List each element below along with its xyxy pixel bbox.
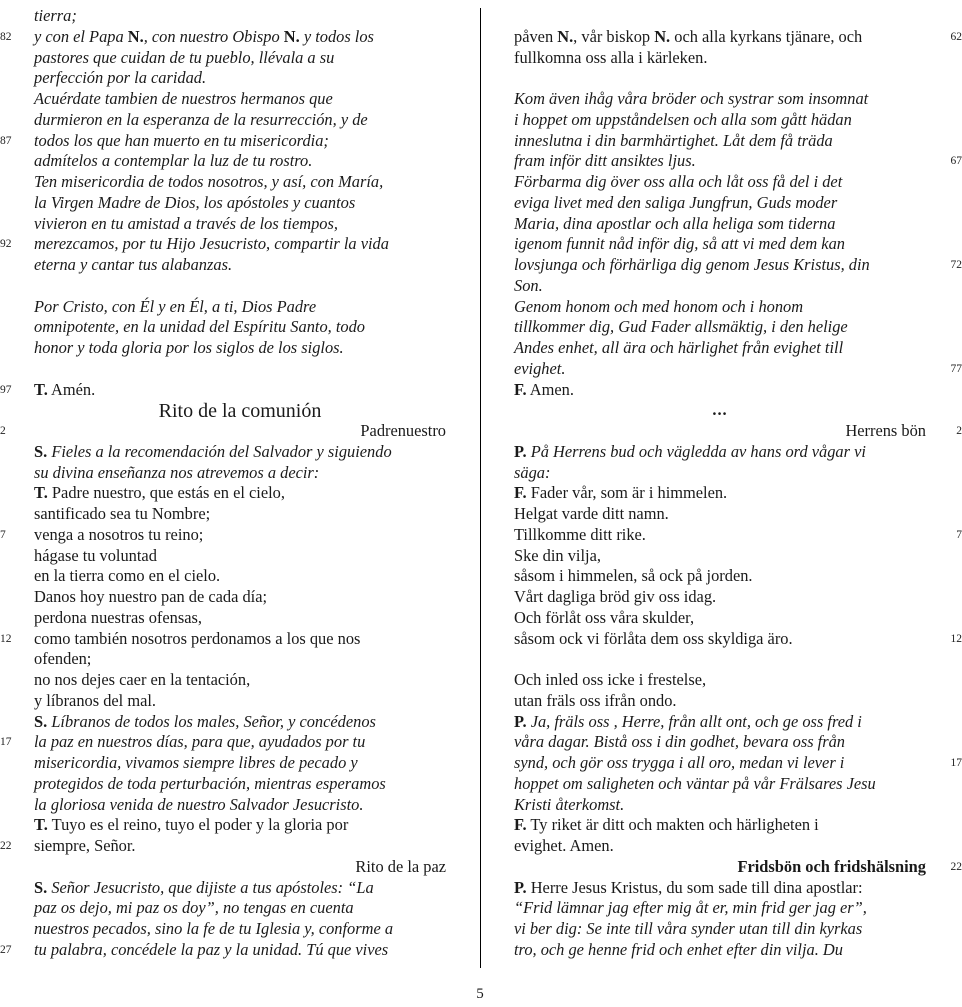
text-run: Son. (514, 275, 543, 295)
text-line (34, 48, 446, 69)
text-run: i hoppet om uppståndelsen och alla som gått hädan (514, 109, 852, 129)
text-run: venga a nosotros tu reino; (34, 524, 204, 544)
text-run: Kom även ihåg våra bröder och systrar som insomnat (514, 89, 869, 108)
text-line (514, 940, 926, 961)
text-line (34, 338, 446, 359)
text-run: misericordia, vivamos siempre libres de pecado y (34, 753, 358, 772)
text-run: , vår biskop (573, 26, 655, 46)
text-run: eterna y cantar tus alabanzas. (34, 255, 233, 274)
text-line (514, 234, 926, 255)
text-run: Ty riket är ditt och makten och härligheten i (526, 815, 819, 835)
text-run: Maria, dina apostlar och alla heliga som tiderna (514, 213, 836, 233)
swedish-column (514, 6, 962, 961)
speaker-marker: P. (514, 877, 527, 897)
line-number: 27 (0, 943, 12, 956)
line-number: 12 (950, 632, 962, 645)
text-line (514, 26, 962, 48)
text-line (514, 732, 926, 753)
text-run: lovsjunga och förhärliga dig genom Jesus Kristus, din (514, 255, 870, 274)
text-run: Fridsbön och fridshälsning (737, 856, 926, 876)
text-line (34, 878, 446, 899)
line-number: 97 (0, 383, 12, 396)
text-line (34, 193, 446, 214)
text-line (34, 442, 446, 463)
text-line (0, 26, 446, 48)
text-run: På Herrens bud och vägledda av hans ord vågar vi (526, 441, 866, 461)
subsection-heading (514, 856, 962, 878)
text-run: la Virgen Madre de Dios, los apóstoles y cuantos (34, 192, 356, 212)
blank-line (514, 649, 926, 670)
text-run: synd, och gör oss trygga i all oro, medan vi lever i (514, 753, 845, 772)
text-line (34, 608, 446, 629)
section-heading (34, 400, 446, 421)
text-run: pastores que cuidan de tu pueblo, llévala a su (34, 47, 335, 67)
text-line (514, 358, 962, 380)
text-run: Padre nuestro, que estás en el cielo, (47, 483, 285, 503)
line-number: 92 (0, 238, 12, 251)
text-line (514, 836, 926, 857)
text-run: “Frid lämnar jag efter mig åt er, min frid ger jag er”, (514, 898, 867, 918)
text-line (514, 774, 926, 795)
text-run: Och inled oss icke i frestelse, (514, 670, 707, 689)
text-line (34, 753, 446, 774)
text-line (514, 483, 926, 504)
text-run: Acuérdate tambien de nuestros hermanos que (34, 89, 333, 108)
speaker-marker: N. (283, 26, 300, 46)
text-line (34, 670, 446, 691)
speaker-marker: F. (514, 815, 527, 835)
text-run: no nos dejes caer en la tentación, (34, 670, 251, 689)
line-number: 22 (0, 840, 12, 852)
text-line (514, 89, 926, 110)
text-run: Ske din vilja, (514, 545, 601, 565)
text-run: eviga livet med den saliga Jungfrun, Guds moder (514, 192, 838, 212)
text-run: Genom honom och med honom och i honom (514, 296, 804, 316)
text-line (514, 172, 926, 193)
text-run: hoppet om saligheten och väntar på vår Frälsares Jesu (514, 773, 876, 793)
text-run: en la tierra como en el cielo. (34, 566, 221, 586)
line-number: 2 (956, 425, 962, 437)
text-run: Fader vår, som är i himmelen. (526, 483, 728, 503)
text-run: Líbranos de todos los males, Señor, y concédenos (47, 711, 376, 731)
text-line (514, 214, 926, 235)
text-line (514, 193, 926, 214)
speaker-marker: T. (34, 483, 48, 503)
text-line (34, 649, 446, 670)
subsection-heading (514, 421, 962, 442)
text-line (34, 546, 446, 567)
text-run: tro, och ge henne frid och enhet efter din vilja. Du (514, 939, 843, 959)
speaker-marker: T. (34, 379, 48, 399)
text-run: protegidos de toda perturbación, mientras esperamos (34, 773, 386, 793)
text-run: tu palabra, concédele la paz y la unidad. Tú que vives (34, 939, 389, 959)
text-run: honor y toda gloria por los siglos de los siglos. (34, 338, 344, 357)
line-number: 17 (950, 757, 962, 769)
text-run: siempre, Señor. (34, 836, 136, 855)
text-line (514, 317, 926, 338)
text-line (514, 504, 926, 525)
text-line (34, 774, 446, 795)
text-line (514, 712, 926, 733)
subsection-heading (0, 421, 446, 442)
text-run: tillkommer dig, Gud Fader allsmäktig, i den helige (514, 317, 848, 337)
text-line (514, 691, 926, 712)
text-line (514, 628, 962, 650)
speaker-marker: N. (127, 26, 144, 46)
line-number: 77 (950, 362, 962, 375)
text-run: perdona nuestras ofensas, (34, 607, 202, 627)
text-run: admítelos a contemplar la luz de tu rostro. (34, 151, 313, 171)
text-line (0, 939, 446, 961)
text-run: evighet. Amen. (514, 836, 614, 855)
text-line (514, 587, 926, 608)
text-line (0, 234, 446, 255)
text-line (34, 691, 446, 712)
text-line (0, 130, 446, 152)
line-number: 87 (0, 134, 12, 147)
text-line (34, 255, 446, 276)
text-line (34, 151, 446, 172)
text-run: Vårt dagliga bröd giv oss idag. (514, 587, 717, 606)
text-run: omnipotente, en la unidad del Espíritu Santo, todo (34, 317, 365, 337)
text-run: Señor Jesucristo, que dijiste a tus apóstoles: “La (47, 877, 374, 897)
text-run: Fieles a la recomendación del Salvador y siguiendo (47, 441, 392, 461)
text-line (514, 463, 926, 484)
text-line (34, 68, 446, 89)
line-number: 7 (0, 528, 6, 541)
speaker-marker: T. (34, 815, 48, 835)
text-line (514, 151, 962, 172)
text-run: Rito de la comunión (158, 400, 322, 423)
text-line (34, 6, 446, 27)
text-run: y con el Papa (34, 26, 128, 46)
text-line (514, 670, 926, 691)
text-run: och alla kyrkans tjänare, och (670, 26, 863, 46)
speaker-marker: F. (514, 379, 527, 399)
text-run: Padrenuestro (360, 421, 446, 440)
text-run: la gloriosa venida de nuestro Salvador Jesucristo. (34, 794, 364, 814)
text-run: inneslutna i din barmhärtighet. Låt dem få träda (514, 130, 833, 150)
text-run: perfección por la caridad. (34, 68, 207, 88)
speaker-marker: P. (514, 711, 527, 731)
text-run: hágase tu voluntad (34, 545, 157, 565)
line-number: 67 (950, 155, 962, 168)
text-run: nuestros pecados, sino la fe de tu Iglesia y, conforme a (34, 919, 394, 938)
line-number: 22 (950, 860, 962, 873)
page-number: 5 (476, 986, 484, 1002)
text-run: Förbarma dig över oss alla och låt oss få del i det (514, 172, 843, 191)
text-line (34, 297, 446, 318)
text-run: Por Cristo, con Él y en Él, a ti, Dios Padre (34, 296, 317, 316)
text-line (0, 524, 446, 546)
text-run: y todos los (299, 26, 374, 46)
text-run: santificado sea tu Nombre; (34, 504, 211, 523)
speaker-marker: S. (34, 441, 48, 461)
text-line (514, 297, 926, 318)
text-run: Herre Jesus Kristus, du som sade till dina apostlar: (526, 877, 863, 897)
blank-line (514, 68, 926, 89)
line-number: 62 (950, 30, 962, 43)
text-run: tierra; (34, 6, 77, 25)
text-run: Tillkomme ditt rike. (514, 524, 646, 544)
text-line (514, 276, 926, 297)
text-line (34, 587, 446, 608)
text-line (514, 753, 962, 774)
text-run: våra dagar. Bistå oss i din godhet, bevara oss från (514, 732, 846, 752)
text-line (34, 172, 446, 193)
speaker-marker: N. (654, 26, 671, 46)
text-run: durmieron en la esperanza de la resurrección, y de (34, 109, 368, 129)
text-run: como también nosotros perdonamos a los que nos (34, 628, 361, 648)
text-run: fullkomna oss alla i kärleken. (514, 47, 708, 67)
text-line (34, 795, 446, 816)
text-run: ofenden; (34, 649, 92, 669)
text-line (0, 836, 446, 857)
text-run: la paz en nuestros días, para que, ayudados por tu (34, 732, 366, 752)
text-run: Rito de la paz (355, 856, 446, 876)
text-run: Tuyo es el reino, tuyo el poder y la gloria por (47, 815, 349, 835)
speaker-marker: S. (34, 877, 48, 897)
text-run: vi ber dig: Se inte till våra synder utan till din kyrkas (514, 919, 863, 938)
text-line (514, 795, 926, 816)
speaker-marker: F. (514, 483, 527, 503)
text-run: utan fräls oss ifrån ondo. (514, 690, 677, 710)
text-run: vivieron en tu amistad a través de los tiempos, (34, 213, 338, 233)
line-number: 17 (0, 736, 12, 749)
text-run: Helgat varde ditt namn. (514, 504, 669, 523)
text-line (514, 815, 926, 836)
text-run: fram inför ditt ansiktes ljus. (514, 151, 696, 171)
text-line (514, 380, 926, 401)
speaker-marker: P. (514, 441, 527, 461)
text-run: evighet. (514, 358, 566, 378)
text-line (34, 317, 446, 338)
text-run: y líbranos del mal. (34, 690, 156, 710)
line-number: 2 (0, 425, 6, 437)
text-line (514, 110, 926, 131)
text-line (34, 919, 446, 940)
text-line (514, 878, 926, 899)
column-divider (480, 8, 481, 968)
text-line (34, 504, 446, 525)
text-run: , con nuestro Obispo (143, 26, 284, 46)
line-number: 72 (950, 259, 962, 271)
text-run: påven (514, 26, 558, 46)
text-line (514, 608, 926, 629)
text-line (34, 815, 446, 836)
text-run: Kristi återkomst. (514, 794, 625, 814)
line-number: 7 (956, 528, 962, 541)
blank-line (34, 276, 446, 297)
text-line (34, 214, 446, 235)
text-run: igenom funnit nåd inför dig, så att vi med dem kan (514, 234, 845, 254)
subsection-heading (34, 857, 446, 878)
text-run: Andes enhet, all ära och härlighet från evighet till (514, 338, 844, 357)
text-run: Herrens bön (845, 421, 926, 440)
text-run: säga: (514, 462, 551, 482)
text-run: Ten misericordia de todos nosotros, y así, con María, (34, 172, 384, 191)
text-line (514, 898, 926, 919)
text-run: Amén. (47, 379, 96, 399)
text-line (514, 546, 926, 567)
text-line (0, 379, 446, 401)
text-line (514, 566, 926, 587)
blank-line (34, 359, 446, 380)
text-run: Danos hoy nuestro pan de cada día; (34, 587, 268, 606)
line-number: 82 (0, 30, 12, 43)
text-line (34, 483, 446, 504)
text-line (0, 628, 446, 650)
text-line (514, 255, 962, 276)
text-run: såsom ock vi förlåta dem oss skyldiga äro. (514, 628, 793, 648)
ellipsis-marker (514, 400, 926, 421)
blank-line (514, 6, 926, 27)
text-line (34, 712, 446, 733)
text-line (34, 898, 446, 919)
text-run: Och förlåt oss våra skulder, (514, 607, 695, 627)
text-run: su divina enseñanza nos atrevemos a decir: (34, 462, 320, 482)
speaker-marker: S. (34, 711, 48, 731)
text-line (514, 524, 962, 546)
spanish-column (0, 6, 446, 961)
text-run: såsom i himmelen, så ock på jorden. (514, 566, 753, 586)
text-line (34, 110, 446, 131)
text-line (0, 732, 446, 753)
text-line (514, 48, 926, 69)
text-run: Amen. (526, 379, 574, 399)
text-line (34, 463, 446, 484)
text-line (514, 442, 926, 463)
text-line (34, 566, 446, 587)
text-line (514, 919, 926, 940)
text-run: todos los que han muerto en tu misericordia; (34, 130, 329, 150)
text-line (514, 131, 926, 152)
text-line (34, 89, 446, 110)
text-run: paz os dejo, mi paz os doy”, no tengas en cuenta (34, 898, 354, 918)
line-number: 12 (0, 632, 12, 645)
text-line (514, 338, 926, 359)
speaker-marker: ... (712, 400, 728, 420)
text-run: Ja, fräls oss , Herre, från allt ont, och ge oss fred i (526, 711, 862, 731)
text-run: merezcamos, por tu Hijo Jesucristo, compartir la vida (34, 234, 389, 254)
speaker-marker: N. (557, 26, 574, 46)
